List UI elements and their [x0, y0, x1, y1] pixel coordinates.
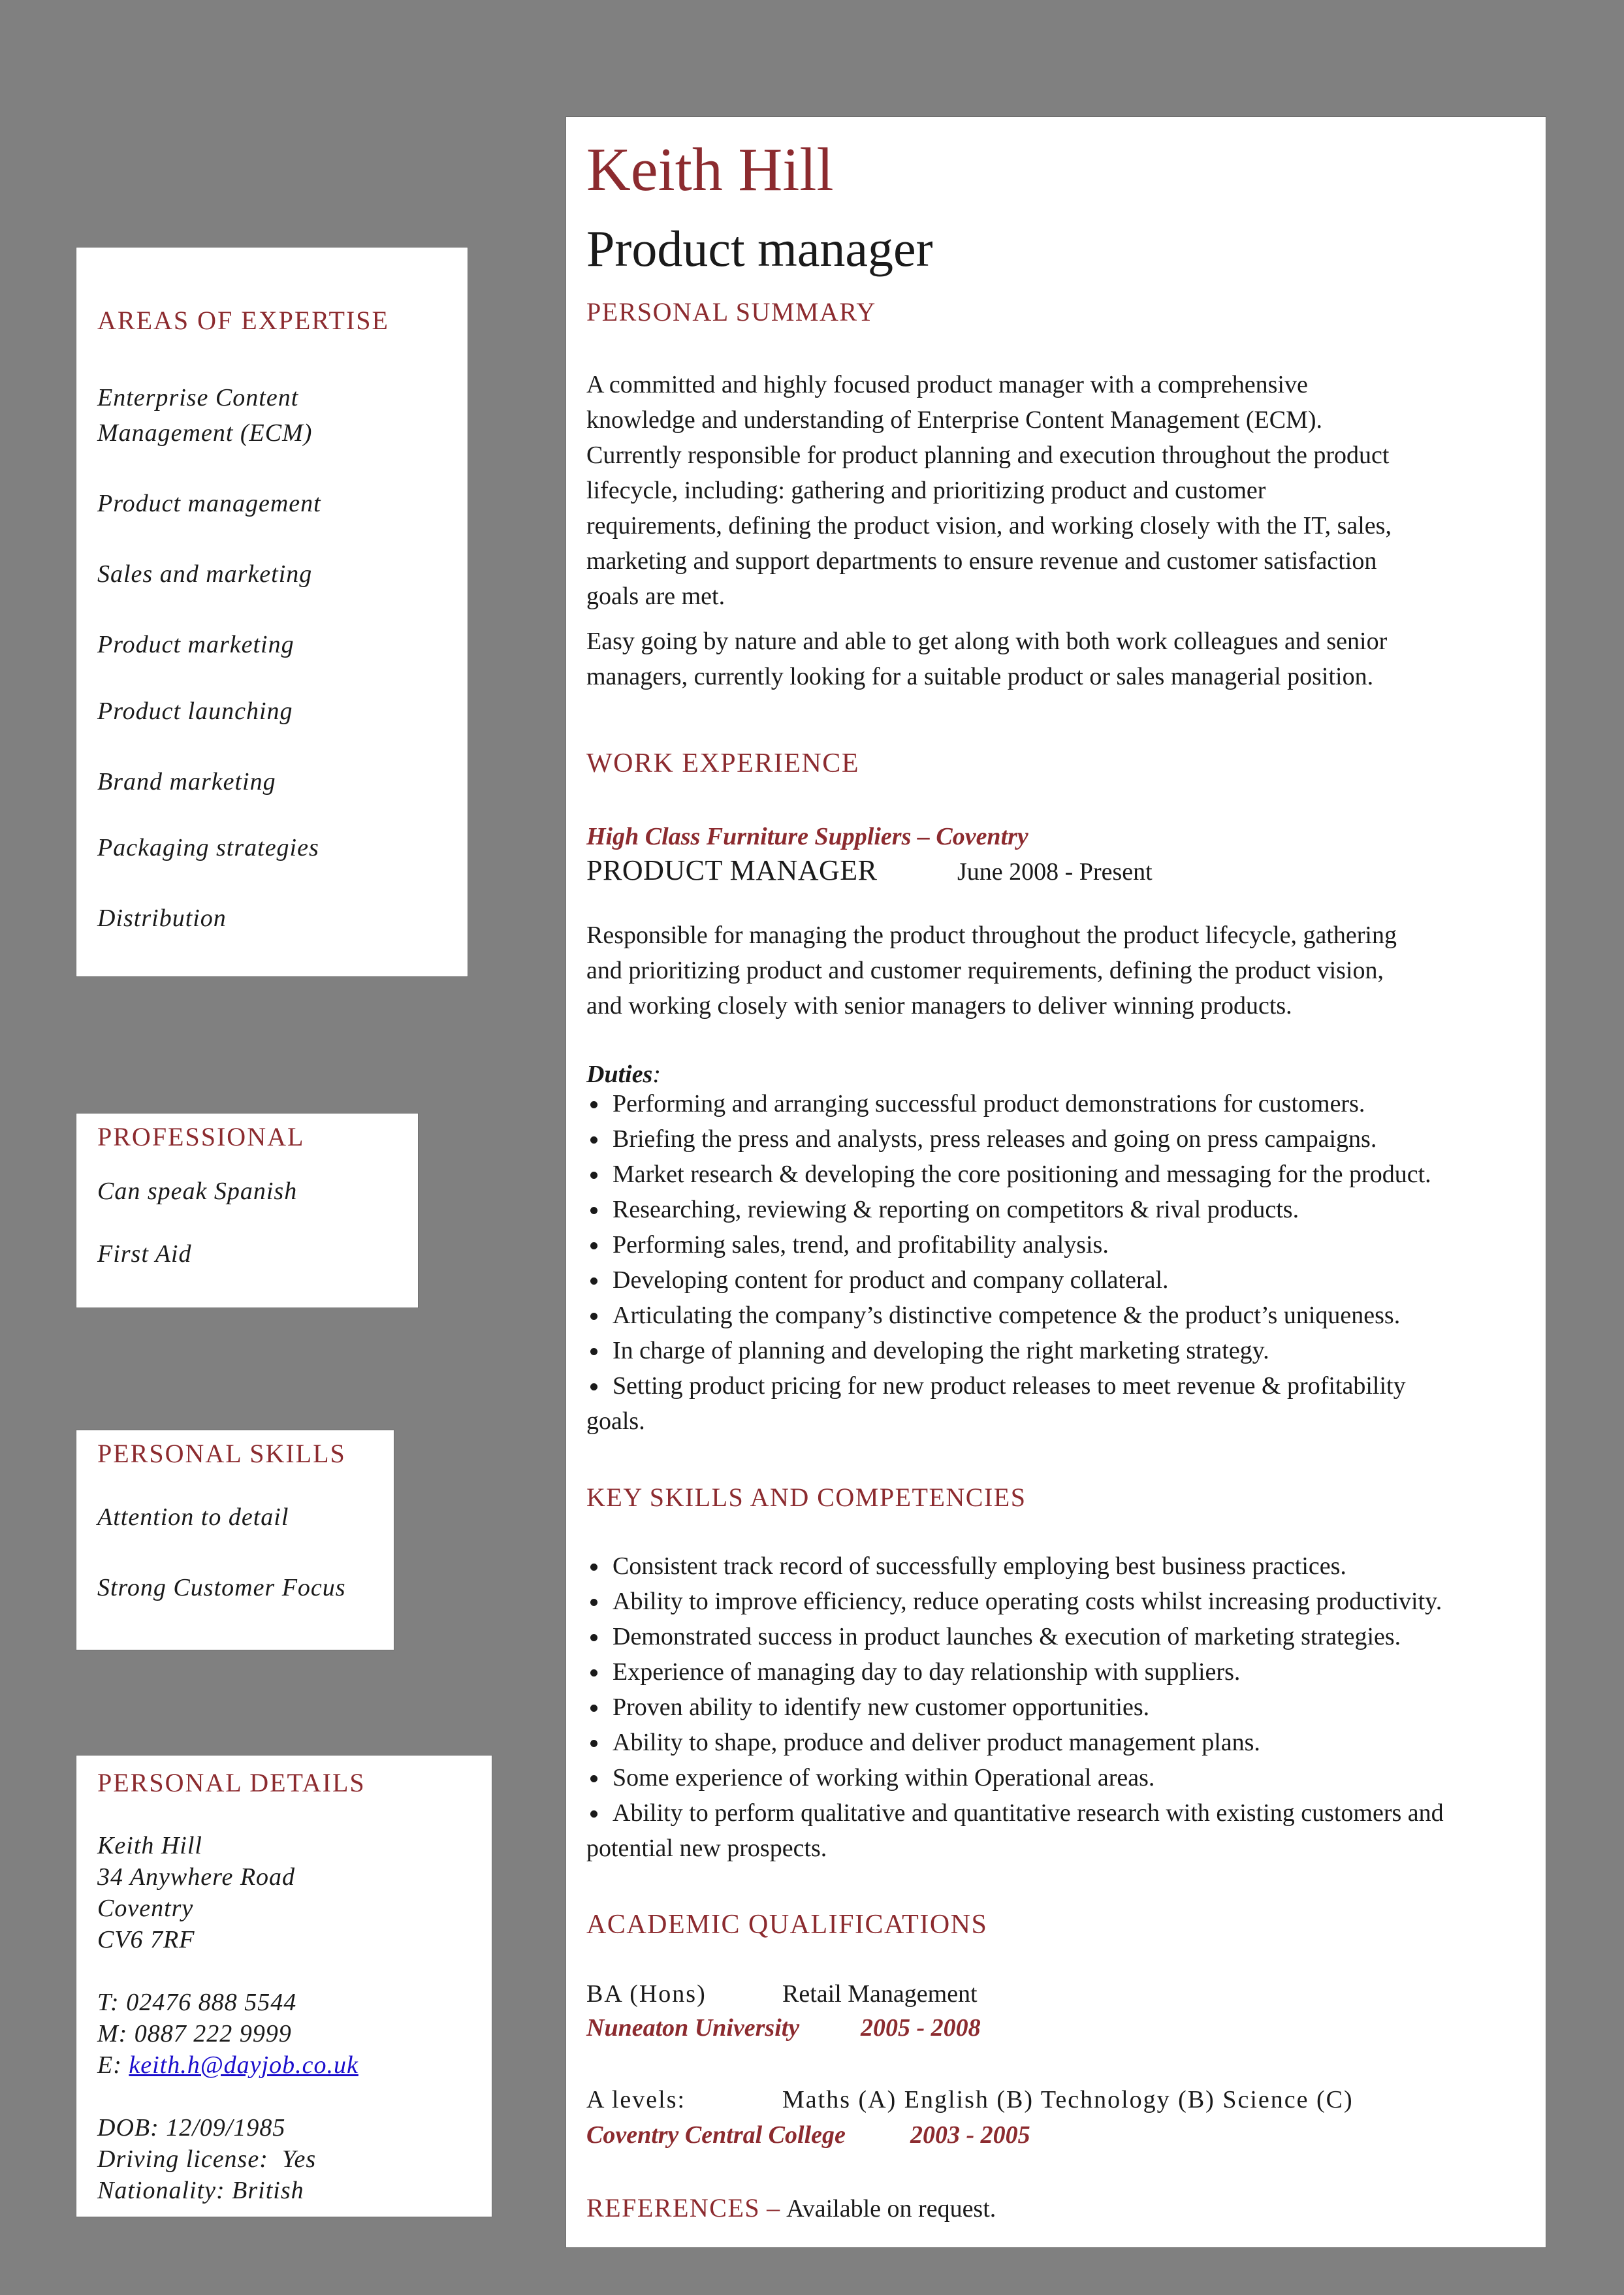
candidate-name: Keith Hill — [586, 136, 834, 204]
expertise-item: Brand marketing — [97, 768, 276, 795]
personal-details-panel — [76, 1755, 492, 2217]
employer-name: High Class Furniture Suppliers – Coventry — [586, 823, 1028, 850]
professional-item: First Aid — [97, 1240, 192, 1268]
duties-list — [586, 1086, 1540, 1404]
personal-skill-item: Strong Customer Focus — [97, 1574, 346, 1601]
expertise-item: Sales and marketing — [97, 560, 313, 588]
key-skill-item: Proven ability to identify new customer opportunities. — [586, 1690, 1540, 1725]
degree-title: BA (Hons) — [586, 1980, 707, 2008]
college-years: 2003 - 2005 — [910, 2121, 1030, 2149]
alevels-subjects: Maths (A) English (B) Technology (B) Science (C) — [782, 2086, 1354, 2113]
key-skill-item: Consistent track record of successfully employing best business practices. — [586, 1549, 1540, 1584]
references-dash: – — [767, 2193, 780, 2223]
expertise-item: Product management — [97, 490, 321, 517]
duty-item-continued: goals. — [586, 1407, 645, 1435]
key-skill-item: Some experience of working within Operational areas. — [586, 1760, 1540, 1795]
work-experience-heading: WORK EXPERIENCE — [586, 748, 859, 778]
summary-line: Currently responsible for product planning and execution throughout the product — [586, 441, 1390, 469]
details-address-line1: 34 Anywhere Road — [97, 1863, 296, 1891]
professional-panel — [76, 1113, 419, 1308]
key-skill-item: Ability to shape, produce and deliver product management plans. — [586, 1725, 1540, 1760]
personal-skills-heading: PERSONAL SKILLS — [97, 1439, 346, 1468]
key-skills-list — [586, 1549, 1540, 1831]
duty-item: Briefing the press and analysts, press releases and going on press campaigns. — [586, 1121, 1540, 1157]
summary-line: lifecycle, including: gathering and prioritizing product and customer — [586, 477, 1266, 504]
role-dates: June 2008 - Present — [957, 858, 1153, 886]
duty-item: Developing content for product and company collateral. — [586, 1262, 1540, 1298]
details-address-line2: Coventry — [97, 1895, 194, 1922]
summary-line: knowledge and understanding of Enterprise Content Management (ECM). — [586, 406, 1323, 434]
summary-line: requirements, defining the product vision, and working closely with the IT, sales, — [586, 512, 1392, 539]
duty-item: Market research & developing the core positioning and messaging for the product. — [586, 1157, 1540, 1192]
personal-summary-heading: PERSONAL SUMMARY — [586, 297, 876, 327]
expertise-item: Product marketing — [97, 631, 295, 658]
details-email-label: E: — [97, 2051, 122, 2079]
duty-item: Performing and arranging successful product demonstrations for customers. — [586, 1086, 1540, 1121]
university-years: 2005 - 2008 — [861, 2014, 981, 2042]
key-skill-item: Experience of managing day to day relationship with suppliers. — [586, 1654, 1540, 1690]
expertise-item: Packaging strategies — [97, 834, 319, 861]
role-description — [586, 918, 1540, 1023]
references-label: REFERENCES — [586, 2193, 761, 2223]
role-title: PRODUCT MANAGER — [586, 854, 878, 886]
degree-subject: Retail Management — [782, 1980, 978, 2008]
duty-item: Performing sales, trend, and profitability analysis. — [586, 1227, 1540, 1262]
personal-summary-paragraph — [586, 367, 1540, 614]
personal-skills-panel — [76, 1430, 394, 1650]
academic-heading: ACADEMIC QUALIFICATIONS — [586, 1910, 988, 1940]
details-postcode: CV6 7RF — [97, 1926, 195, 1953]
expertise-item: Product launching — [97, 698, 293, 725]
duty-item: In charge of planning and developing the right marketing strategy. — [586, 1333, 1540, 1368]
expertise-heading: AREAS OF EXPERTISE — [97, 306, 389, 335]
details-nationality: Nationality: British — [97, 2177, 304, 2204]
role-description-line: and working closely with senior managers to deliver winning products. — [586, 992, 1292, 1019]
personal-skill-item: Attention to detail — [97, 1503, 289, 1531]
references-line — [586, 2192, 996, 2223]
duty-item: Researching, reviewing & reporting on competitors & rival products. — [586, 1192, 1540, 1227]
duties-label — [586, 1060, 661, 1089]
summary-line: managers, currently looking for a suitable product or sales managerial position. — [586, 663, 1374, 690]
duties-label-text: Duties — [586, 1061, 653, 1088]
key-skill-item: Ability to perform qualitative and quantitative research with existing customers and — [586, 1795, 1540, 1831]
expertise-item: Enterprise Content — [97, 384, 299, 411]
details-telephone: T: 02476 888 5544 — [97, 1989, 297, 2016]
summary-line: A committed and highly focused product manager with a comprehensive — [586, 371, 1308, 398]
key-skill-item: Ability to improve efficiency, reduce operating costs whilst increasing productivity. — [586, 1584, 1540, 1619]
college-name: Coventry Central College — [586, 2121, 846, 2149]
professional-item: Can speak Spanish — [97, 1178, 298, 1205]
expertise-item: Management (ECM) — [97, 419, 313, 447]
key-skills-heading: KEY SKILLS AND COMPETENCIES — [586, 1483, 1027, 1512]
role-description-line: and prioritizing product and customer requirements, defining the product vision, — [586, 957, 1384, 984]
expertise-panel — [76, 247, 468, 977]
summary-line: Easy going by nature and able to get along with both work colleagues and senior — [586, 628, 1388, 655]
duty-item: Setting product pricing for new product releases to meet revenue & profitability — [586, 1368, 1540, 1404]
duty-item: Articulating the company’s distinctive competence & the product’s uniqueness. — [586, 1298, 1540, 1333]
university-name: Nuneaton University — [586, 2014, 800, 2042]
alevels-label: A levels: — [586, 2086, 686, 2113]
summary-line: goals are met. — [586, 583, 725, 610]
personal-summary-paragraph-2 — [586, 624, 1540, 694]
summary-line: marketing and support departments to ensure revenue and customer satisfaction — [586, 547, 1377, 575]
expertise-item: Distribution — [97, 905, 227, 932]
key-skill-item: Demonstrated success in product launches & execution of marketing strategies. — [586, 1619, 1540, 1654]
role-description-line: Responsible for managing the product throughout the product lifecycle, gathering — [586, 922, 1397, 949]
details-name: Keith Hill — [97, 1832, 202, 1859]
details-dob: DOB: 12/09/1985 — [97, 2114, 286, 2142]
personal-details-heading: PERSONAL DETAILS — [97, 1768, 366, 1797]
details-driving-license: Driving license: Yes — [97, 2145, 317, 2173]
email-link[interactable]: keith.h@dayjob.co.uk — [129, 2051, 358, 2079]
job-title: Product manager — [586, 220, 933, 277]
main-panel — [565, 116, 1546, 2248]
professional-heading: PROFESSIONAL — [97, 1122, 305, 1151]
duties-label-colon: : — [652, 1061, 661, 1088]
details-mobile: M: 0887 222 9999 — [97, 2020, 292, 2047]
references-text: Available on request. — [786, 2195, 996, 2223]
details-email-row — [97, 2049, 358, 2081]
key-skill-item-continued: potential new prospects. — [586, 1835, 827, 1862]
